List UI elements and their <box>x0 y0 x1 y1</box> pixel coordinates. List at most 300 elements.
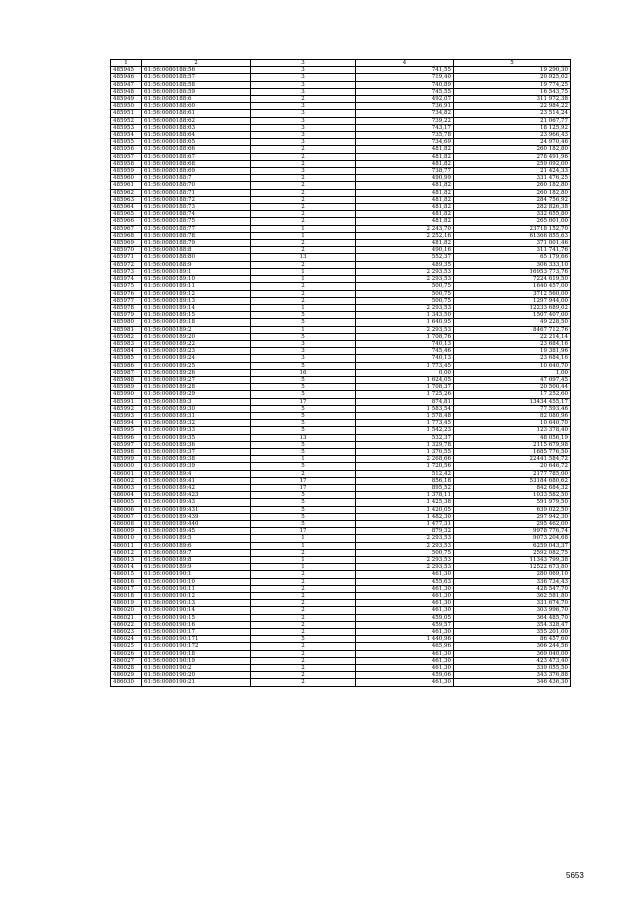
cadastral-number-cell: 61:56:0080189:32 <box>142 420 251 427</box>
specific-value-cell: 459,05 <box>356 614 454 621</box>
group-cell: 2 <box>251 629 356 636</box>
cadastral-number-cell: 61:56:0080188:64 <box>142 132 251 139</box>
cadastral-value-cell: 12233 689,02 <box>454 304 571 311</box>
table-row <box>111 427 571 434</box>
row-number-cell: 485996 <box>111 434 142 441</box>
row-number-cell: 485994 <box>111 420 142 427</box>
table-row <box>111 204 571 211</box>
group-cell: 17 <box>251 528 356 535</box>
cadastral-value-cell: 591 979,50 <box>454 499 571 506</box>
specific-value-cell: 1 420,05 <box>356 506 454 513</box>
group-cell: 3 <box>251 74 356 81</box>
table-row <box>111 132 571 139</box>
cadastral-value-cell: 1297 944,00 <box>454 297 571 304</box>
table-row <box>111 290 571 297</box>
cadastral-value-cell: 284 756,92 <box>454 196 571 203</box>
table-row <box>111 607 571 614</box>
specific-value-cell: 481,82 <box>356 204 454 211</box>
cadastral-value-cell: 23 514,24 <box>454 110 571 117</box>
group-cell: 2 <box>251 679 356 686</box>
specific-value-cell: 734,82 <box>356 110 454 117</box>
cadastral-value-cell: 311 741,76 <box>454 247 571 254</box>
specific-value-cell: 461,30 <box>356 650 454 657</box>
cadastral-number-cell: 61:56:0080189:15 <box>142 312 251 319</box>
table-row <box>111 110 571 117</box>
group-cell: 2 <box>251 600 356 607</box>
specific-value-cell: 1 378,11 <box>356 492 454 499</box>
cadastral-number-cell: 61:56:0080188:71 <box>142 189 251 196</box>
table-row <box>111 319 571 326</box>
table-row <box>111 276 571 283</box>
specific-value-cell: 1 482,30 <box>356 513 454 520</box>
cadastral-number-cell: 61:56:0080189:38 <box>142 456 251 463</box>
cadastral-number-cell: 61:56:0080190:1 <box>142 571 251 578</box>
table-row <box>111 189 571 196</box>
row-number-cell: 485946 <box>111 74 142 81</box>
row-number-cell: 485970 <box>111 247 142 254</box>
cadastral-number-cell: 61:56:0080188:8 <box>142 247 251 254</box>
row-number-cell: 485957 <box>111 153 142 160</box>
table-row <box>111 247 571 254</box>
cadastral-number-cell: 61:56:0080189:5 <box>142 535 251 542</box>
specific-value-cell: 489,35 <box>356 261 454 268</box>
cadastral-value-cell: 2115 679,98 <box>454 441 571 448</box>
specific-value-cell: 1 425,38 <box>356 499 454 506</box>
cadastral-number-cell: 61:56:0080188:58 <box>142 81 251 88</box>
group-cell: 1 <box>251 542 356 549</box>
specific-value-cell: 2 293,53 <box>356 557 454 564</box>
cadastral-value-cell: 1507 407,00 <box>454 312 571 319</box>
table-row <box>111 312 571 319</box>
cadastral-value-cell: 842 684,32 <box>454 484 571 491</box>
specific-value-cell: 1 708,37 <box>356 384 454 391</box>
cadastral-number-cell: 61:56:0080189:439 <box>142 513 251 520</box>
cadastral-number-cell: 61:56:0080189:18 <box>142 319 251 326</box>
group-cell: 17 <box>251 484 356 491</box>
group-cell: 1 <box>251 564 356 571</box>
group-cell: 3 <box>251 355 356 362</box>
cadastral-number-cell: 61:56:0080189:42 <box>142 484 251 491</box>
table-row <box>111 499 571 506</box>
table-row <box>111 103 571 110</box>
row-number-cell: 486027 <box>111 657 142 664</box>
specific-value-cell: 1 725,26 <box>356 391 454 398</box>
group-cell: 3 <box>251 124 356 131</box>
specific-value-cell: 481,82 <box>356 153 454 160</box>
table-row <box>111 513 571 520</box>
cadastral-value-cell: 47 097,45 <box>454 376 571 383</box>
group-cell: 2 <box>251 240 356 247</box>
table-row <box>111 636 571 643</box>
cadastral-number-cell: 61:56:0080189:2 <box>142 326 251 333</box>
group-cell: 17 <box>251 398 356 405</box>
row-number-cell: 485972 <box>111 261 142 268</box>
row-number-cell: 485992 <box>111 405 142 412</box>
row-number-cell: 485968 <box>111 232 142 239</box>
specific-value-cell: 459,57 <box>356 621 454 628</box>
group-cell: 5 <box>251 492 356 499</box>
cadastral-number-cell: 61:56:0080189:22 <box>142 340 251 347</box>
row-number-cell: 485953 <box>111 124 142 131</box>
group-cell: 1 <box>251 232 356 239</box>
row-number-cell: 485982 <box>111 333 142 340</box>
cadastral-number-cell: 61:56:0080189:45 <box>142 528 251 535</box>
row-number-cell: 486006 <box>111 506 142 513</box>
group-cell: 2 <box>251 290 356 297</box>
table-row <box>111 117 571 124</box>
specific-value-cell: 500,75 <box>356 283 454 290</box>
cadastral-value-cell: 2177 785,00 <box>454 470 571 477</box>
cadastral-number-cell: 61:56:0080188:65 <box>142 139 251 146</box>
table-row <box>111 621 571 628</box>
row-number-cell: 485980 <box>111 319 142 326</box>
group-cell: 13 <box>251 434 356 441</box>
row-number-cell: 486020 <box>111 607 142 614</box>
column-header-4: 4 <box>356 60 454 67</box>
row-number-cell: 486003 <box>111 484 142 491</box>
cadastral-number-cell: 61:56:0080190:20 <box>142 672 251 679</box>
column-header-1: 1 <box>111 60 142 67</box>
cadastral-value-cell: 13434 455,17 <box>454 398 571 405</box>
table-row <box>111 456 571 463</box>
cadastral-value-cell: 7224 619,50 <box>454 276 571 283</box>
cadastral-number-cell: 61:56:0080188:59 <box>142 88 251 95</box>
table-row <box>111 304 571 311</box>
specific-value-cell: 2 293,53 <box>356 304 454 311</box>
row-number-cell: 486019 <box>111 600 142 607</box>
specific-value-cell: 1 720,56 <box>356 463 454 470</box>
cadastral-number-cell: 61:56:0080189:25 <box>142 362 251 369</box>
group-cell: 3 <box>251 110 356 117</box>
cadastral-value-cell: 423 473,40 <box>454 657 571 664</box>
cadastral-value-cell: 23 966,43 <box>454 132 571 139</box>
cadastral-value-cell: 295 462,00 <box>454 521 571 528</box>
cadastral-value-cell: 12522 673,80 <box>454 564 571 571</box>
specific-value-cell: 481,82 <box>356 146 454 153</box>
row-number-cell: 485952 <box>111 117 142 124</box>
group-cell: 3 <box>251 88 356 95</box>
specific-value-cell: 1 370,55 <box>356 448 454 455</box>
cadastral-number-cell: 61:56:0080189:36 <box>142 441 251 448</box>
row-number-cell: 485969 <box>111 240 142 247</box>
table-row <box>111 470 571 477</box>
group-cell: 17 <box>251 477 356 484</box>
group-cell: 5 <box>251 376 356 383</box>
specific-value-cell: 481,82 <box>356 218 454 225</box>
cadastral-number-cell: 61:56:0080189:24 <box>142 355 251 362</box>
cadastral-number-cell: 61:56:0080188:63 <box>142 124 251 131</box>
row-number-cell: 486014 <box>111 564 142 571</box>
specific-value-cell: 481,82 <box>356 211 454 218</box>
table-row <box>111 528 571 535</box>
group-cell: 3 <box>251 67 356 74</box>
cadastral-number-cell: 61:56:0080190:171 <box>142 636 251 643</box>
specific-value-cell: 455,63 <box>356 578 454 585</box>
row-number-cell: 485964 <box>111 204 142 211</box>
specific-value-cell: 500,75 <box>356 549 454 556</box>
cadastral-value-cell: 19 774,25 <box>454 81 571 88</box>
group-cell: 2 <box>251 196 356 203</box>
table-row <box>111 88 571 95</box>
cadastral-number-cell: 61:56:0080189:14 <box>142 304 251 311</box>
cadastral-value-cell: 297 942,30 <box>454 513 571 520</box>
specific-value-cell: 2 293,53 <box>356 326 454 333</box>
table-row <box>111 124 571 131</box>
row-number-cell: 486017 <box>111 585 142 592</box>
table-row <box>111 333 571 340</box>
cadastral-value-cell: 265 001,00 <box>454 218 571 225</box>
table-row <box>111 96 571 103</box>
specific-value-cell: 0,00 <box>356 369 454 376</box>
row-number-cell: 486030 <box>111 679 142 686</box>
cadastral-number-cell: 61:56:0080188:67 <box>142 153 251 160</box>
group-cell: 1 <box>251 304 356 311</box>
table-row <box>111 67 571 74</box>
specific-value-cell: 1 329,78 <box>356 441 454 448</box>
cadastral-value-cell: 311 972,38 <box>454 96 571 103</box>
table-row <box>111 211 571 218</box>
group-cell: 3 <box>251 117 356 124</box>
specific-value-cell: 719,40 <box>356 74 454 81</box>
specific-value-cell: 481,82 <box>356 189 454 196</box>
row-number-cell: 485950 <box>111 103 142 110</box>
cadastral-value-cell: 22441 584,72 <box>454 456 571 463</box>
specific-value-cell: 552,37 <box>356 254 454 261</box>
cadastral-value-cell: 428 547,70 <box>454 585 571 592</box>
table-row <box>111 679 571 686</box>
cadastral-value-cell: 24 970,46 <box>454 139 571 146</box>
table-row <box>111 196 571 203</box>
cadastral-value-cell: 1685 776,50 <box>454 448 571 455</box>
row-number-cell: 485955 <box>111 139 142 146</box>
table-row <box>111 593 571 600</box>
cadastral-number-cell: 61:56:0080189:35 <box>142 434 251 441</box>
group-cell: 2 <box>251 204 356 211</box>
group-cell: 2 <box>251 657 356 664</box>
specific-value-cell: 461,30 <box>356 593 454 600</box>
cadastral-value-cell: 354 328,47 <box>454 621 571 628</box>
table-row <box>111 614 571 621</box>
cadastral-number-cell: 61:56:0080188:60 <box>142 103 251 110</box>
row-number-cell: 486016 <box>111 578 142 585</box>
row-number-cell: 485991 <box>111 398 142 405</box>
specific-value-cell: 481,82 <box>356 196 454 203</box>
table-row <box>111 369 571 376</box>
row-number-cell: 485995 <box>111 427 142 434</box>
table-row <box>111 506 571 513</box>
cadastral-number-cell: 61:56:0080189:12 <box>142 290 251 297</box>
row-number-cell: 485971 <box>111 254 142 261</box>
group-cell: 2 <box>251 607 356 614</box>
cadastral-number-cell: 61:56:0080189:31 <box>142 412 251 419</box>
cadastral-number-cell: 61:56:0080190:19 <box>142 657 251 664</box>
cadastral-number-cell: 61:56:0080189:13 <box>142 297 251 304</box>
row-number-cell: 485948 <box>111 88 142 95</box>
group-cell: 2 <box>251 297 356 304</box>
column-header-2: 2 <box>142 60 251 67</box>
specific-value-cell: 500,75 <box>356 290 454 297</box>
cadastral-value-cell: 61366 855,63 <box>454 232 571 239</box>
specific-value-cell: 490,99 <box>356 175 454 182</box>
cadastral-value-cell: 369 040,00 <box>454 650 571 657</box>
specific-value-cell: 1 583,54 <box>356 405 454 412</box>
cadastral-value-cell: 278 491,96 <box>454 153 571 160</box>
cadastral-number-cell: 61:56:0080188:75 <box>142 218 251 225</box>
cadastral-number-cell: 61:56:0080189:23 <box>142 348 251 355</box>
cadastral-value-cell: 9978 776,74 <box>454 528 571 535</box>
cadastral-value-cell: 3712 560,00 <box>454 290 571 297</box>
specific-value-cell: 1 440,96 <box>356 636 454 643</box>
specific-value-cell: 459,06 <box>356 672 454 679</box>
table-row <box>111 254 571 261</box>
cadastral-value-cell: 22 214,14 <box>454 333 571 340</box>
row-number-cell: 486002 <box>111 477 142 484</box>
table-row <box>111 139 571 146</box>
cadastral-number-cell: 61:56:0080189:7 <box>142 549 251 556</box>
row-number-cell: 485973 <box>111 268 142 275</box>
table-row <box>111 521 571 528</box>
cadastral-number-cell: 61:56:0080189:423 <box>142 492 251 499</box>
cadastral-value-cell: 10 640,70 <box>454 420 571 427</box>
specific-value-cell: 461,30 <box>356 665 454 672</box>
cadastral-number-cell: 61:56:0080188:7 <box>142 175 251 182</box>
group-cell: 2 <box>251 614 356 621</box>
cadastral-value-cell: 332 655,80 <box>454 211 571 218</box>
row-number-cell: 485960 <box>111 175 142 182</box>
cadastral-value-cell: 53184 680,62 <box>454 477 571 484</box>
cadastral-value-cell: 260 182,80 <box>454 146 571 153</box>
group-cell: 2 <box>251 593 356 600</box>
specific-value-cell: 2 243,70 <box>356 225 454 232</box>
specific-value-cell: 481,82 <box>356 160 454 167</box>
table-row <box>111 218 571 225</box>
group-cell: 2 <box>251 283 356 290</box>
specific-value-cell: 895,52 <box>356 484 454 491</box>
row-number-cell: 485979 <box>111 312 142 319</box>
cadastral-number-cell: 61:56:0080188:56 <box>142 67 251 74</box>
row-number-cell: 486026 <box>111 650 142 657</box>
row-number-cell: 486021 <box>111 614 142 621</box>
cadastral-number-cell: 61:56:0080189:26 <box>142 369 251 376</box>
specific-value-cell: 1 343,50 <box>356 312 454 319</box>
group-cell: 5 <box>251 391 356 398</box>
table-row <box>111 557 571 564</box>
group-cell: 2 <box>251 571 356 578</box>
cadastral-value-cell: 1,00 <box>454 369 571 376</box>
row-number-cell: 485962 <box>111 189 142 196</box>
group-cell: 2 <box>251 578 356 585</box>
cadastral-number-cell: 61:56:0080189:11 <box>142 283 251 290</box>
table-row <box>111 160 571 167</box>
row-number-cell: 485966 <box>111 218 142 225</box>
cadastral-value-cell: 65 179,66 <box>454 254 571 261</box>
group-cell: 5 <box>251 441 356 448</box>
group-cell: 1 <box>251 276 356 283</box>
specific-value-cell: 461,30 <box>356 585 454 592</box>
group-cell: 5 <box>251 427 356 434</box>
specific-value-cell: 735,78 <box>356 132 454 139</box>
table-row <box>111 232 571 239</box>
cadastral-value-cell: 48 056,19 <box>454 434 571 441</box>
specific-value-cell: 740,13 <box>356 355 454 362</box>
row-number-cell: 485998 <box>111 448 142 455</box>
cadastral-value-cell: 10 640,70 <box>454 362 571 369</box>
row-number-cell: 485959 <box>111 168 142 175</box>
cadastral-number-cell: 61:56:0080189:29 <box>142 391 251 398</box>
cadastral-value-cell: 18 125,92 <box>454 124 571 131</box>
table-row <box>111 578 571 585</box>
row-number-cell: 486010 <box>111 535 142 542</box>
group-cell: 2 <box>251 96 356 103</box>
table-row <box>111 477 571 484</box>
group-cell: 2 <box>251 182 356 189</box>
specific-value-cell: 492,07 <box>356 96 454 103</box>
table-row <box>111 391 571 398</box>
group-cell: 1 <box>251 456 356 463</box>
specific-value-cell: 461,30 <box>356 571 454 578</box>
cadastral-number-cell: 61:56:0080188:74 <box>142 211 251 218</box>
cadastral-number-cell: 61:56:0080188:79 <box>142 240 251 247</box>
cadastral-number-cell: 61:56:0080190:21 <box>142 679 251 686</box>
cadastral-number-cell: 61:56:0080188:77 <box>142 225 251 232</box>
table-row <box>111 542 571 549</box>
table-row <box>111 643 571 650</box>
cadastral-number-cell: 61:56:0080189:440 <box>142 521 251 528</box>
cadastral-number-cell: 61:56:0080189:20 <box>142 333 251 340</box>
cadastral-value-cell: 331 476,25 <box>454 175 571 182</box>
group-cell: 2 <box>251 261 356 268</box>
group-cell: 3 <box>251 168 356 175</box>
cadastral-value-cell: 260 182,80 <box>454 189 571 196</box>
table-row <box>111 571 571 578</box>
row-number-cell: 486029 <box>111 672 142 679</box>
specific-value-cell: 856,18 <box>356 477 454 484</box>
cadastral-value-cell: 1640 457,00 <box>454 283 571 290</box>
cadastral-value-cell: 371 001,46 <box>454 240 571 247</box>
table-row <box>111 441 571 448</box>
group-cell: 2 <box>251 146 356 153</box>
table-row <box>111 355 571 362</box>
cadastral-number-cell: 61:56:0080190:16 <box>142 621 251 628</box>
group-cell: 5 <box>251 333 356 340</box>
row-number-cell: 485949 <box>111 96 142 103</box>
group-cell: 3 <box>251 348 356 355</box>
specific-value-cell: 2 268,66 <box>356 456 454 463</box>
row-number-cell: 485961 <box>111 182 142 189</box>
cadastral-number-cell: 61:56:0080189:41 <box>142 477 251 484</box>
group-cell: 2 <box>251 189 356 196</box>
specific-value-cell: 2 293,53 <box>356 268 454 275</box>
group-cell: 2 <box>251 211 356 218</box>
table-row <box>111 175 571 182</box>
cadastral-number-cell: 61:56:0080188:72 <box>142 196 251 203</box>
row-number-cell: 485958 <box>111 160 142 167</box>
table-row <box>111 81 571 88</box>
table-row <box>111 326 571 333</box>
row-number-cell: 485989 <box>111 384 142 391</box>
specific-value-cell: 461,30 <box>356 600 454 607</box>
group-cell: 2 <box>251 585 356 592</box>
cadastral-number-cell: 61:56:0080189:8 <box>142 557 251 564</box>
row-number-cell: 485997 <box>111 441 142 448</box>
cadastral-number-cell: 61:56:0080189:1 <box>142 268 251 275</box>
cadastral-number-cell: 61:56:0080188:61 <box>142 110 251 117</box>
row-number-cell: 485999 <box>111 456 142 463</box>
row-number-cell: 485954 <box>111 132 142 139</box>
row-number-cell: 486024 <box>111 636 142 643</box>
table-row <box>111 153 571 160</box>
group-cell: 2 <box>251 175 356 182</box>
